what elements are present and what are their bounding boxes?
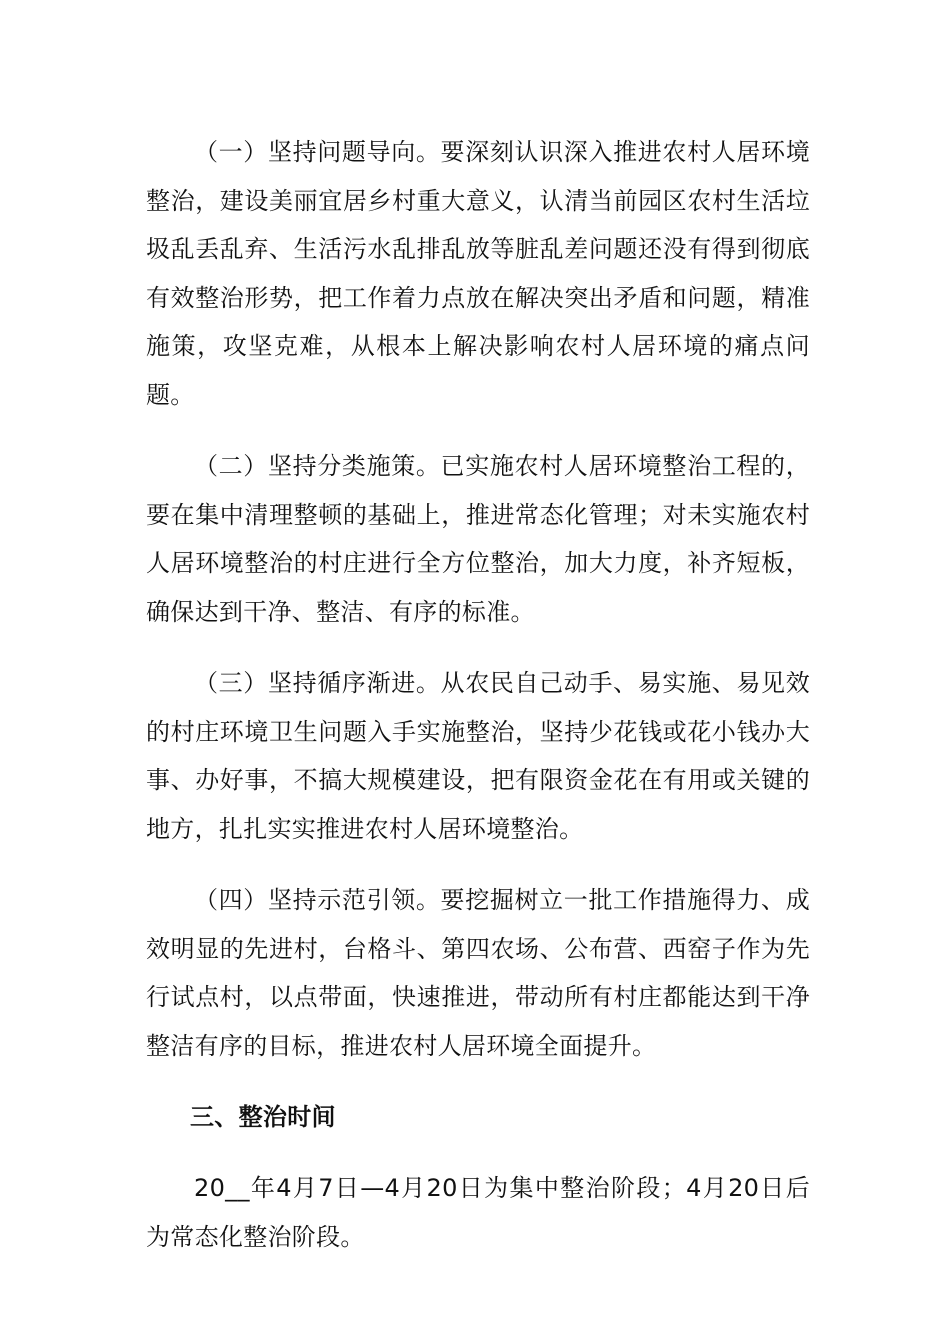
paragraph-demonstration: （四）坚持示范引领。要挖掘树立一批工作措施得力、成效明显的先进村，台格斗、第四农场、公布营、西窑子作为先行试点村，以点带面，快速推进，带动所有村庄都能达到干净整洁有序的目标，推进农村人居环境全面提升。 xyxy=(146,886,810,1060)
paragraph-schedule: 20__年4月7日—4月20日为集中整治阶段；4月20日后为常态化整治阶段。 xyxy=(146,1174,810,1251)
paragraph-step-by-step: （三）坚持循序渐进。从农民自己动手、易实施、易见效的村庄环境卫生问题入手实施整治，坚持少花钱或花小钱办大事、办好事，不搞大规模建设，把有限资金花在有用或关键的地方，扎扎实实推进农村人居环境整治。 xyxy=(146,669,810,843)
section-heading-schedule: 三、整治时间 xyxy=(190,1103,336,1131)
paragraph-problem-oriented: （一）坚持问题导向。要深刻认识深入推进农村人居环境整治，建设美丽宜居乡村重大意义，认清当前园区农村生活垃圾乱丢乱弃、生活污水乱排乱放等脏乱差问题还没有得到彻底有效整治形势，把工作着力点放在解决突出矛盾和问题，精准施策，攻坚克难，从根本上解决影响农村人居环境的痛点问题。 xyxy=(146,138,810,409)
document-body xyxy=(146,128,810,1284)
paragraph-classified-measures: （二）坚持分类施策。已实施农村人居环境整治工程的，要在集中清理整顿的基础上，推进常态化管理；对未实施农村人居环境整治的村庄进行全方位整治，加大力度，补齐短板，确保达到干净、整洁、有序的标准。 xyxy=(146,452,810,626)
